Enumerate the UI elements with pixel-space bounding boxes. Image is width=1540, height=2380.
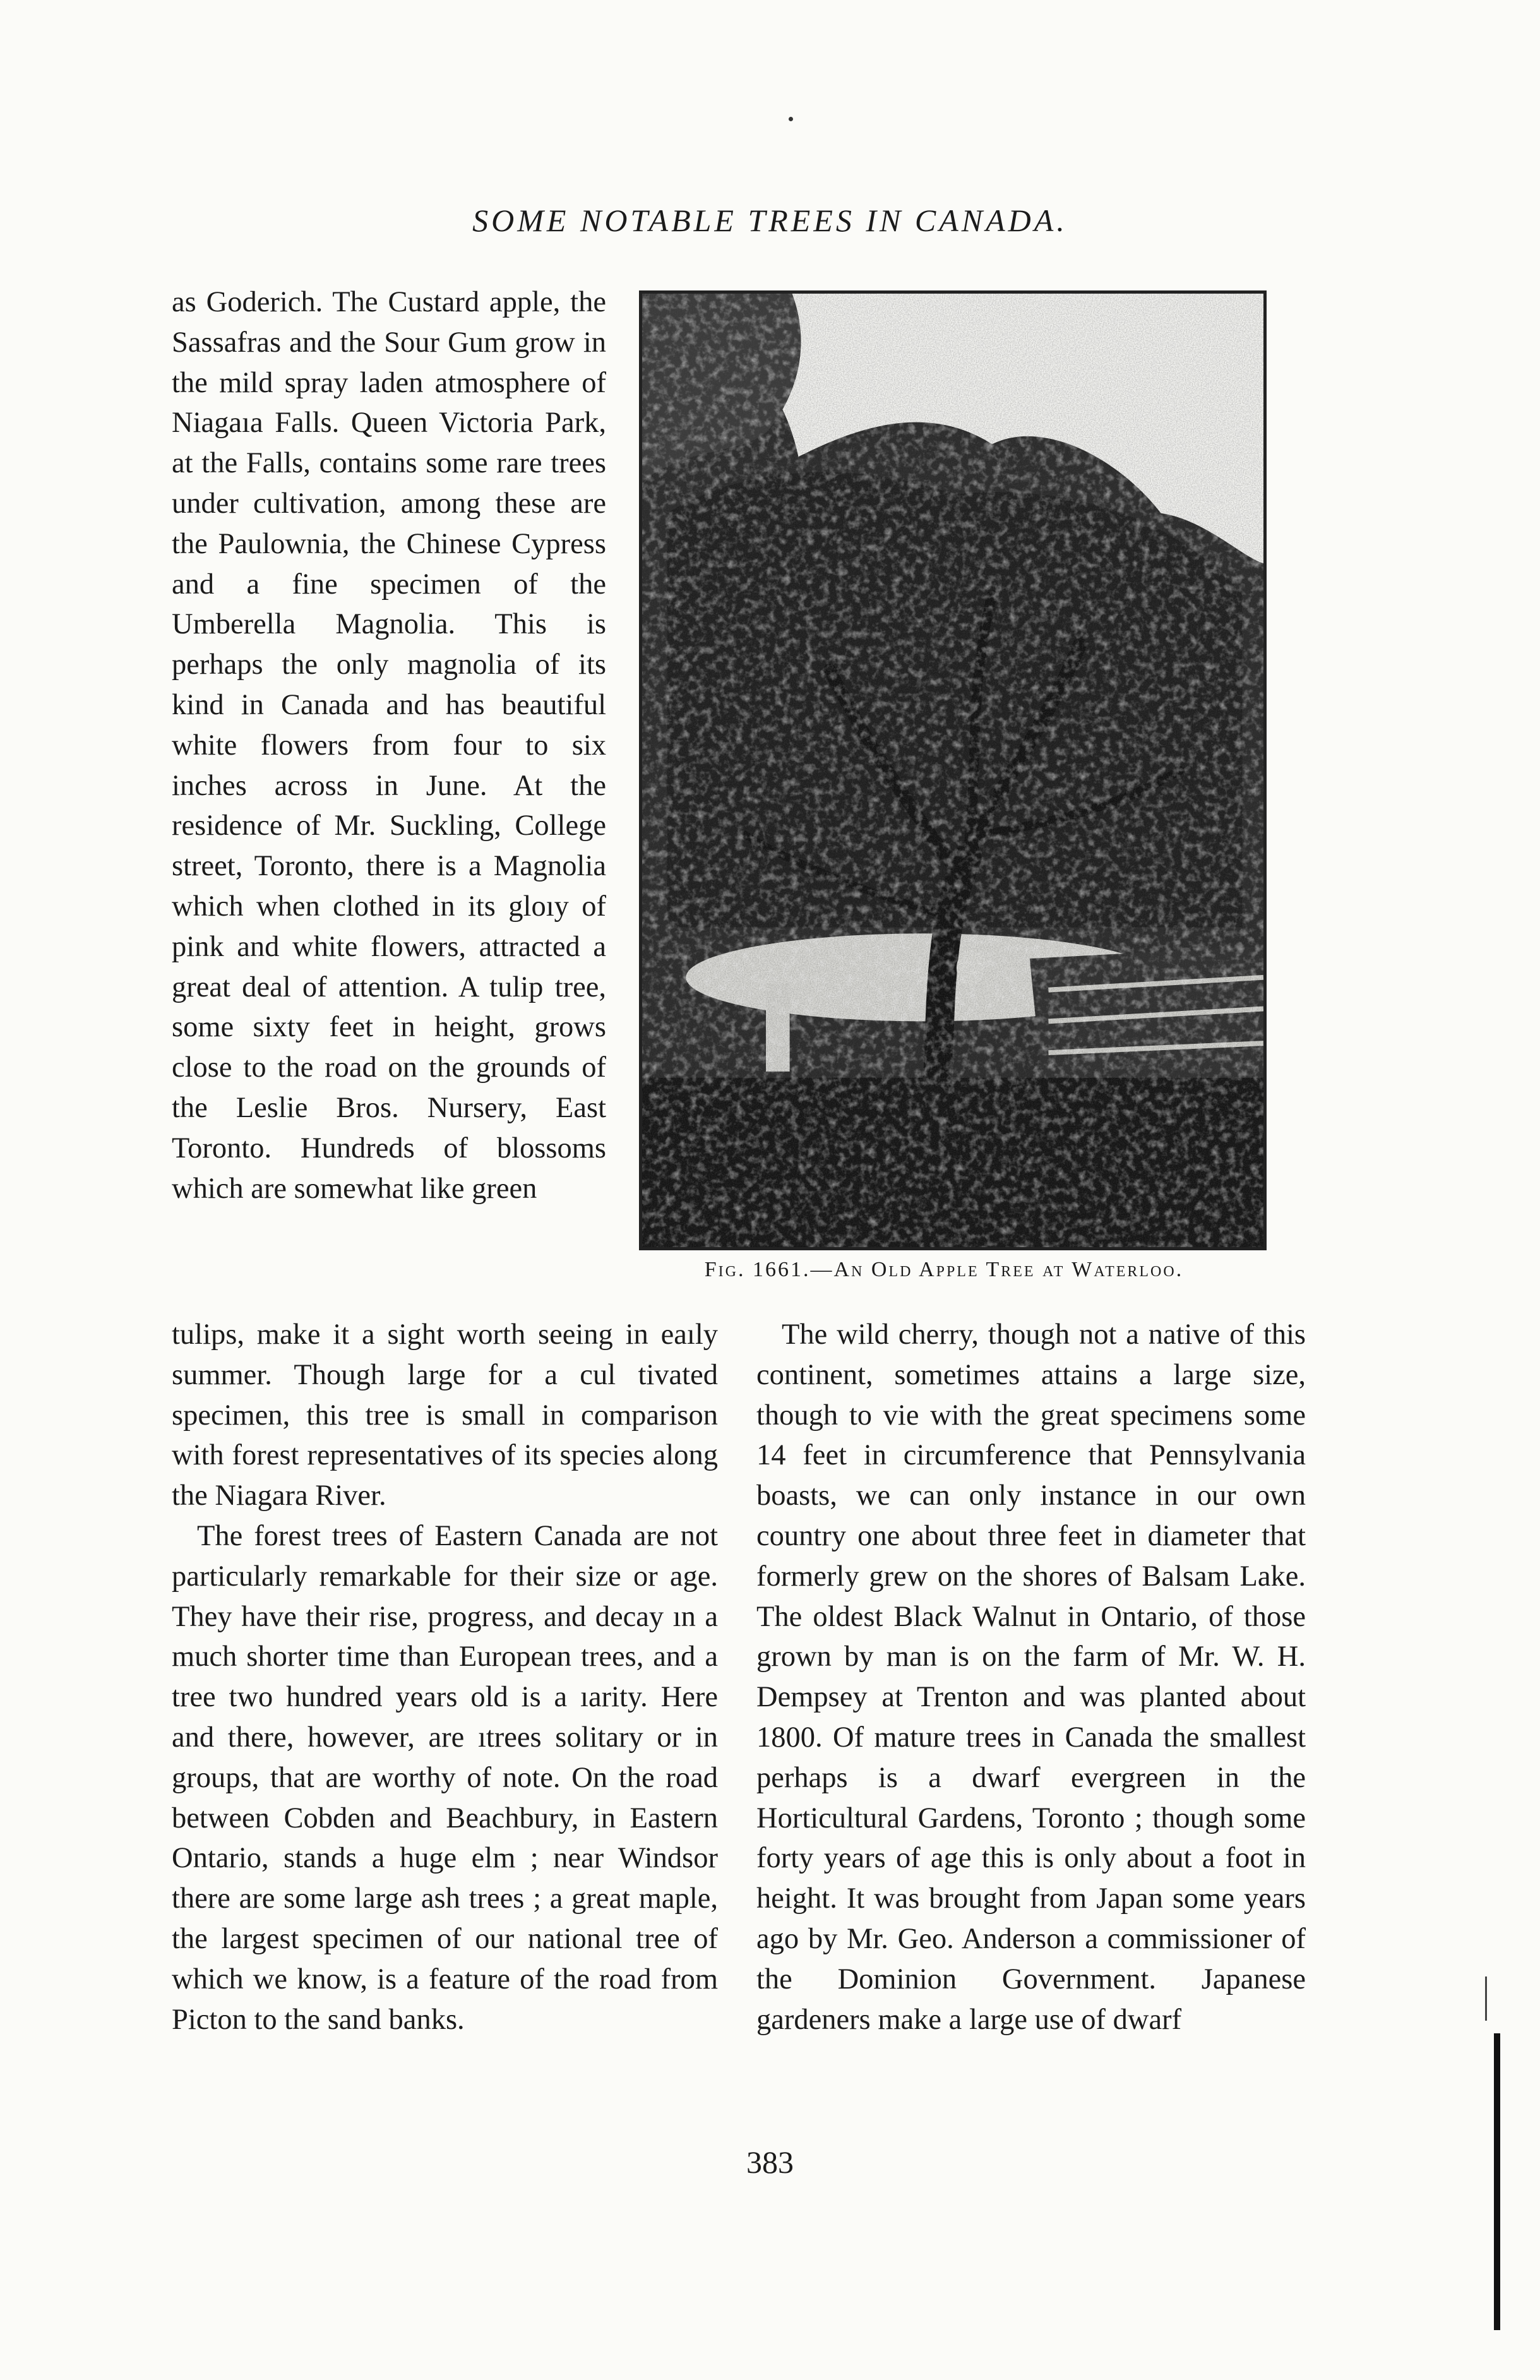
left-column-bottom — [172, 1315, 718, 2040]
apple-tree-illustration — [639, 290, 1267, 1250]
paragraph: as Goderich. The Custard apple, the Sassafras and the Sour Gum grow in the mild spray laden atmosphere of Niagaıa Falls. Queen Victoria Park, at the Falls, contains some rare trees under cultivation, among these are the Paulownia, the Chinese Cypress and a fine specimen of the Umberella Magnolia. This is perhaps the only magnolia of its kind in Canada and has beautiful white flowers from four to six inches across in June. At the residence of Mr. Suckling, College street, Toronto, there is a Magnolia which when clothed in its gloıy of pink and white flowers, attracted a great deal of attention. A tulip tree, some sixty feet in height, grows close to the road on the grounds of the Leslie Bros. Nursery, East Toronto. Hundreds of blossoms which are somewhat like green — [172, 286, 606, 1205]
left-column-top — [172, 282, 606, 1209]
tree-photo — [642, 294, 1263, 1247]
figure-caption: Fig. 1661.—An Old Apple Tree at Waterloo. — [704, 1258, 1184, 1281]
page-number: 383 — [746, 2144, 794, 2180]
paragraph: tulips, make it a sight worth seeing in eaıly summer. Though large for a cul tivated specimen, this tree is small in comparison with forest representatives of its species along the Niagara River. — [172, 1319, 718, 1512]
paragraph: The forest trees of Eastern Canada are not particularly remarkable for their size or age. They have their rise, progress, and decay ın a much shorter time than European trees, and a tree two hundred years old is a ıarity. Here and there, however, are ıtrees solitary or in groups, that are worthy of note. On the road between Cobden and Beachbury, in Eastern Ontario, stands a huge elm ; near Windsor there are some large ash trees ; a great maple, the largest specimen of our national tree of which we know, is a feature of the road from Picton to the sand banks. — [172, 1519, 718, 2036]
print-speck — [789, 117, 793, 121]
scan-edge-mark — [1485, 1976, 1487, 2021]
scan-edge-bar — [1494, 2033, 1500, 2330]
running-header: SOME NOTABLE TREES IN CANADA. — [472, 203, 1068, 238]
paragraph: The wild cherry, though not a native of this continent, sometimes attains a large size, though to vie with the great specimens some 14 feet in circumference that Pennsylvania boasts, we can only instance in our own country one about three feet in diameter that formerly grew on the shores of Balsam Lake. The oldest Black Walnut in Ontario, of those grown by man is on the farm of Mr. W. H. Dempsey at Trenton and was planted about 1800. Of mature trees in Canada the smallest perhaps is a dwarf evergreen in the Horticultural Gardens, Toronto ; though some forty years of age this is only about a foot in height. It was brought from Japan some years ago by Mr. Geo. Anderson a commissioner of the Dominion Government. Japanese gardeners make a large use of dwarf — [756, 1319, 1306, 2036]
right-column — [756, 1315, 1306, 2040]
